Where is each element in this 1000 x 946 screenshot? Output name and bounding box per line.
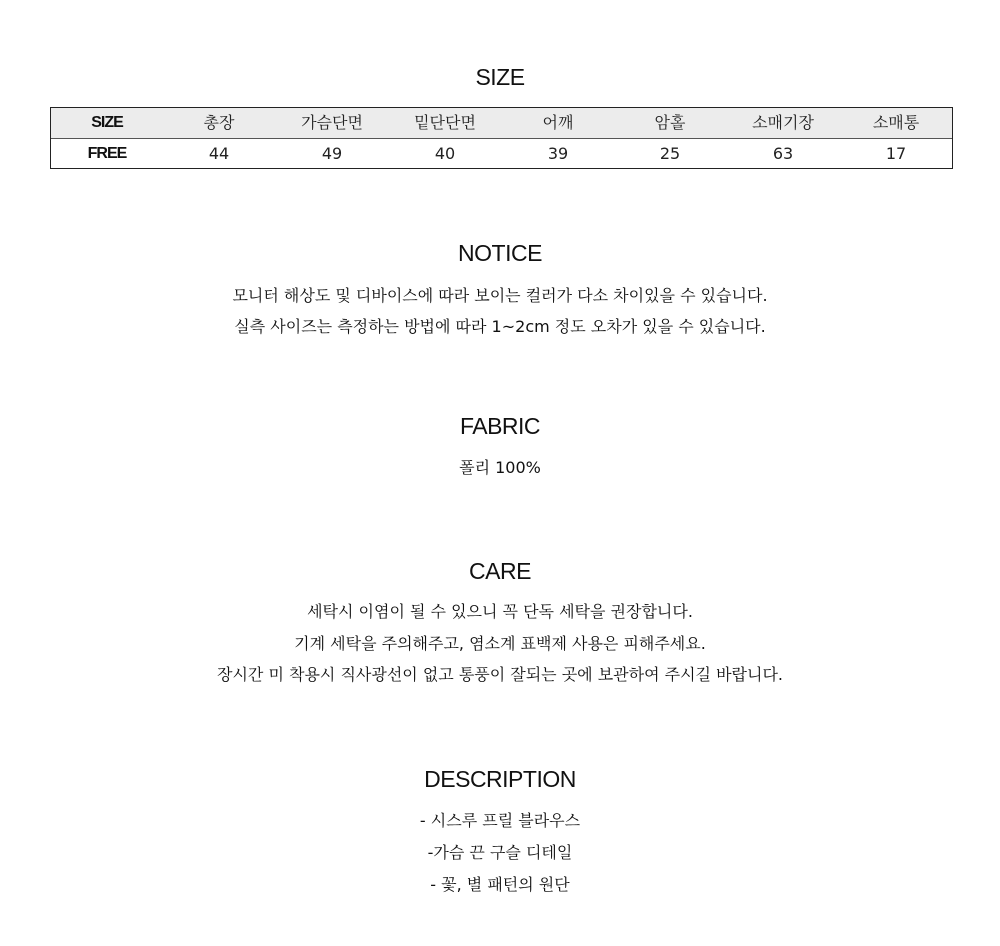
notice-line: 실측 사이즈는 측정하는 방법에 따라 1~2cm 정도 오차가 있을 수 있습니다. <box>234 317 766 336</box>
size-table-header-cell: 소매기장 <box>752 113 814 132</box>
size-table-cell: 63 <box>772 144 794 163</box>
size-table-cell: 39 <box>547 144 569 163</box>
notice-line: 모니터 해상도 및 디바이스에 따라 보이는 컬러가 다소 차이있을 수 있습니다. <box>232 286 768 305</box>
size-table-header-row <box>51 108 952 139</box>
size-table-row <box>51 139 952 169</box>
fabric-title: FABRIC <box>459 413 541 439</box>
size-title: SIZE <box>475 64 525 90</box>
care-line: 장시간 미 착용시 직사광선이 없고 통풍이 잘되는 곳에 보관하여 주시길 바랍니다. <box>217 665 783 684</box>
size-table-header-cell: 총장 <box>203 113 235 132</box>
notice-title: NOTICE <box>458 240 542 266</box>
care-line: 세탁시 이염이 될 수 있으니 꼭 단독 세탁을 권장합니다. <box>307 602 693 621</box>
size-table-cell: FREE <box>87 145 127 162</box>
size-table-cell: 40 <box>434 144 456 163</box>
description-line: - 시스루 프릴 블라우스 <box>419 811 581 830</box>
description-line: -가슴 끈 구슬 디테일 <box>427 843 573 862</box>
description-title: DESCRIPTION <box>424 766 576 792</box>
care-line: 기계 세탁을 주의해주고, 염소계 표백제 사용은 피해주세요. <box>294 634 706 653</box>
description-line: - 꽃, 별 패턴의 원단 <box>430 875 570 894</box>
size-table-cell: 25 <box>659 144 681 163</box>
fabric-line: 폴리 100% <box>459 458 541 477</box>
size-table-cell: 49 <box>321 144 343 163</box>
size-table-header-cell: SIZE <box>91 114 123 131</box>
size-table-header-cell: 가슴단면 <box>301 113 363 132</box>
size-table-header-cell: 밑단단면 <box>414 113 476 132</box>
size-table-header-cell: 암홀 <box>654 113 686 132</box>
size-table <box>50 107 953 169</box>
care-title: CARE <box>469 558 531 584</box>
size-table-header-cell: 어깨 <box>542 113 574 132</box>
size-table-cell: 44 <box>208 144 230 163</box>
size-table-cell: 17 <box>885 144 907 163</box>
size-table-header-cell: 소매통 <box>872 113 920 132</box>
